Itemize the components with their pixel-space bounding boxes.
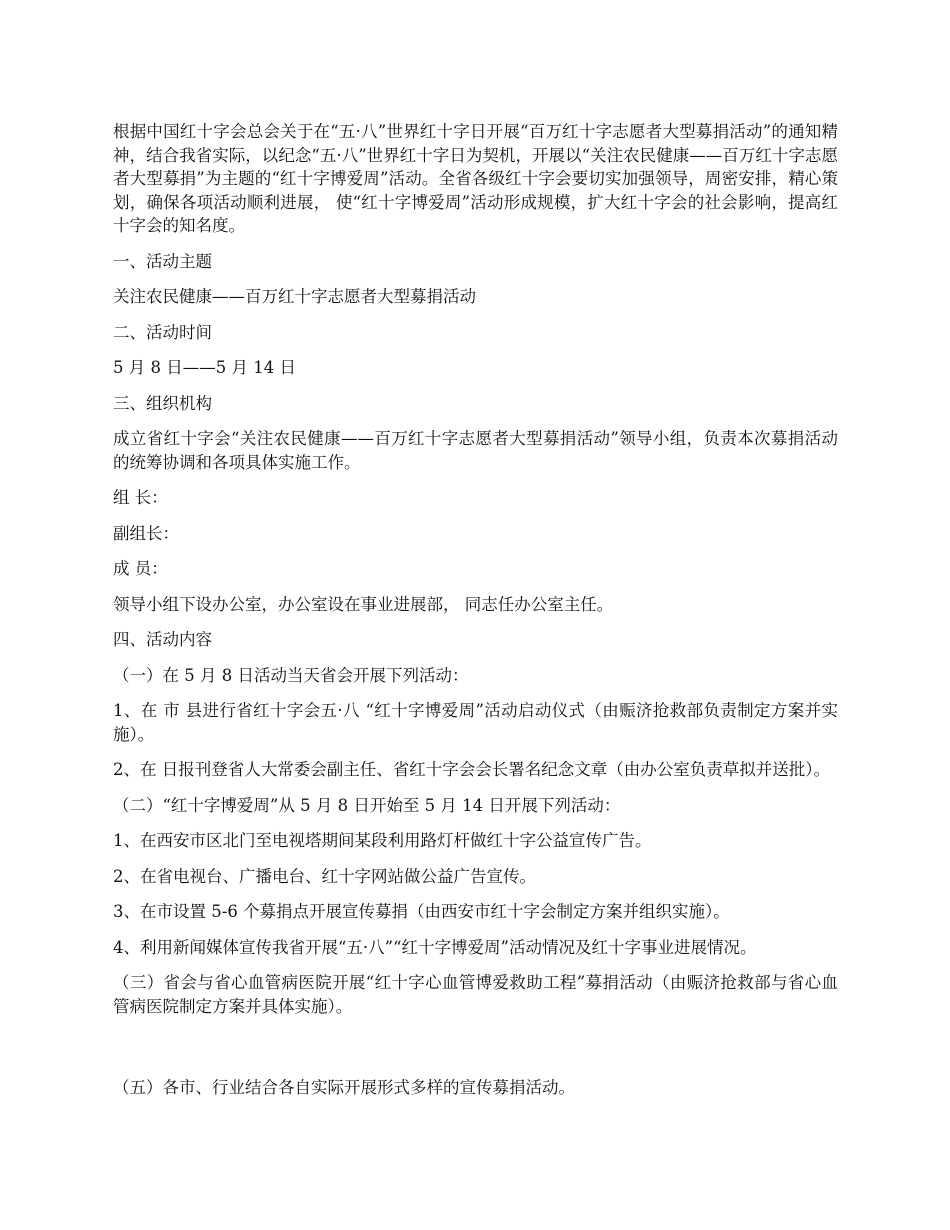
section-heading-organization: 三、组织机构 <box>113 393 212 413</box>
theme-text: 关注农民健康——百万红十字志愿者大型募捐活动 <box>113 287 476 306</box>
section-heading-theme: 一、活动主题 <box>113 251 212 271</box>
subsection-one-item-2: 2、在 日报刊登省人大常委会副主任、省红十字会会长署名纪念文章（由办公室负责草拟并送批）。 <box>113 760 830 779</box>
subsection-two-item-1: 1、在西安市区北门至电视塔期间某段利用路灯杆做红十字公益宣传广告。 <box>113 831 652 850</box>
subsection-one-heading: （一）在 5 月 8 日活动当天省会开展下列活动： <box>113 665 469 685</box>
document-body <box>113 120 838 1112</box>
subsection-two-item-3: 3、在市设置 5-6 个募捐点开展宣传募捐（由西安市红十字会制定方案并组织实施）。 <box>113 902 730 921</box>
section-heading-content: 四、活动内容 <box>113 630 212 649</box>
subsection-five-text: （五）各市、行业结合各自实际开展形式多样的宣传募捐活动。 <box>113 1078 575 1097</box>
deputy-leader-line: 副组长： <box>113 523 179 543</box>
subsection-three-text: （三）省会与省心血管病医院开展“红十字心血管博爱救助工程”募捐活动（由赈济抢救部与省心血管病医院制定方案并具体实施）。 <box>113 973 838 1016</box>
subsection-one-item-1: 1、在 市 县进行省红十字会五·八 “红十字博爱周”活动启动仪式（由赈济抢救部负责制定方案并实施）。 <box>113 701 838 744</box>
intro-paragraph: 根据中国红十字会总会关于在“五·八”世界红十字日开展“百万红十字志愿者大型募捐活动”的通知精神，结合我省实际，以纪念“五·八”世界红十字日为契机，开展以“关注农民健康——百万红十字志愿者大型募捐”为主题的“红十字博爱周”活动。全省各级红十字会要切实加强领导，周密安排，精心策划，确保各项活动顺利进展， 使“红十字博爱周”活动形成规模，扩大红十字会的社会影响，提高红十字会的知名度。 <box>113 122 838 235</box>
time-text: 5 月 8 日——5 月 14 日 <box>113 358 296 377</box>
group-leader-line: 组 长： <box>113 488 168 507</box>
members-line: 成 员： <box>113 559 168 578</box>
organization-text: 成立省红十字会“关注农民健康——百万红十字志愿者大型募捐活动”领导小组，负责本次募捐活动的统筹协调和各项具体实施工作。 <box>113 429 838 472</box>
subsection-two-item-4: 4、利用新闻媒体宣传我省开展“五·八”“红十字博爱周”活动情况及红十字事业进展情况。 <box>113 937 757 957</box>
section-heading-time: 二、活动时间 <box>113 322 212 342</box>
blank-gap <box>113 1030 838 1076</box>
subsection-two-heading: （二）“红十字博爱周”从 5 月 8 日开始至 5 月 14 日开展下列活动： <box>113 795 621 815</box>
subsection-two-item-2: 2、在省电视台、广播电台、红十字网站做公益广告宣传。 <box>113 866 536 886</box>
office-text: 领导小组下设办公室，办公室设在事业进展部， 同志任办公室主任。 <box>113 594 614 614</box>
